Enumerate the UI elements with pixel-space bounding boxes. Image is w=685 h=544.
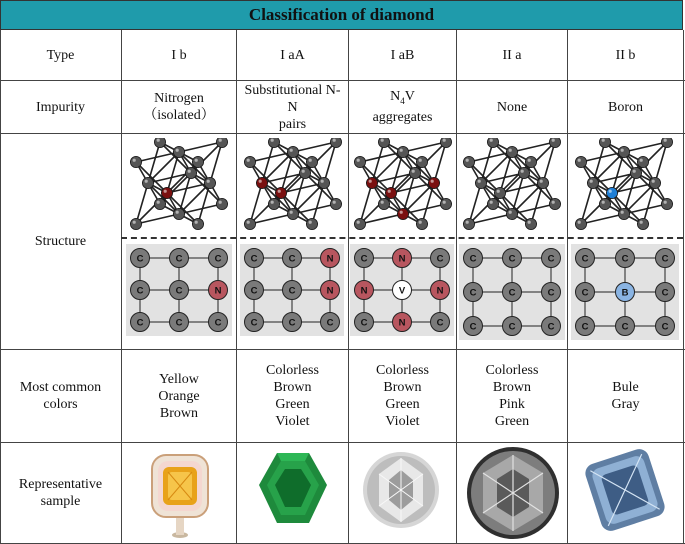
lattice-atom [173,208,184,219]
colors-iib [568,350,683,442]
impurity-iab-n: N [390,88,401,104]
atom-label: N [326,253,334,265]
lattice-atom [606,187,617,198]
color-item: Brown [159,405,199,421]
atom-label: N [398,317,406,329]
lattice-atom [549,138,560,148]
lattice-atom [161,187,172,198]
lattice-atom [216,198,227,209]
atom-label: C [436,317,444,329]
grid-ib [126,244,232,336]
atom-label: C [661,287,669,299]
impurity-iia: None [496,99,528,115]
lattice-atom [192,218,203,229]
impurity-ib-line2: （isolated） [143,108,215,123]
lattice-atom [287,146,298,157]
color-item: Colorless [376,363,429,378]
grid-line [683,30,684,544]
impurity-iaa [237,81,348,133]
lattice-atom [330,138,341,148]
atom-label: V [398,285,406,297]
lattice-atom [487,138,498,148]
color-item: Green [275,397,310,412]
atom-label: C [581,287,589,299]
atom-label: C [547,321,555,333]
impurity-ib-line1: Nitrogen [154,91,204,106]
lattice-atom [130,156,141,167]
colors-iia [457,350,567,442]
atom-label: N [214,285,222,297]
lattice-atom [637,156,648,167]
lattice-iia [461,138,563,234]
atom-label: C [175,317,183,329]
structure-divider [121,237,683,239]
lattice-atom [256,177,267,188]
lattice-atom [575,156,586,167]
sample-green-hexagonal-diamond [257,451,329,525]
atom-label: C [175,285,183,297]
lattice-atom [142,177,153,188]
lattice-atom [378,138,389,148]
lattice-atom [630,167,641,178]
lattice-atom [192,156,203,167]
atom-label: C [661,253,669,265]
atom-label: C [469,253,477,265]
type-iab: I aB [390,48,415,63]
lattice-atom [549,198,560,209]
lattice-atom [537,177,548,188]
lattice-atom [661,138,672,148]
grid-iib [571,244,679,340]
lattice-atom [185,167,196,178]
atom-label: C [469,321,477,333]
atom-label: C [214,253,222,265]
lattice-atom [525,156,536,167]
lattice-atom [173,146,184,157]
atom-label: C [136,317,144,329]
colors-iaa [237,350,348,442]
grid-iab [350,244,454,336]
color-item: Brown [383,380,422,395]
atom-label: C [436,253,444,265]
lattice-atom [397,146,408,157]
lattice-atom [494,187,505,198]
lattice-atom [354,218,365,229]
lattice-iib [573,138,675,234]
atom-label: C [326,317,334,329]
atom-label: C [547,287,555,299]
lattice-atom [440,138,451,148]
impurity-iab [349,81,456,133]
lattice-atom [154,198,165,209]
atom-label: C [360,253,368,265]
sample-blue-radiant-diamond [582,447,668,533]
lattice-atom [318,177,329,188]
color-item: Violet [275,414,310,429]
color-item: Violet [385,414,420,429]
atom-label: C [288,285,296,297]
lattice-atom [416,218,427,229]
sample-clear-round-diamond [465,445,561,541]
lattice-atom [275,187,286,198]
impurity-ib [122,81,236,133]
atom-label: C [250,253,258,265]
atom-label: C [621,321,629,333]
row-label-sample: Representative sample [18,477,103,509]
lattice-atom [525,218,536,229]
type-iia: II a [502,48,522,63]
lattice-atom [354,156,365,167]
lattice-ib [128,138,230,234]
lattice-atom [154,138,165,148]
lattice-iab [352,138,454,234]
impurity-iab-v: V [404,88,415,104]
row-label-structure: Structure [34,234,87,249]
atom-label: C [288,317,296,329]
lattice-atom [216,138,227,148]
lattice-atom [397,208,408,219]
lattice-atom [518,167,529,178]
colors-iab [349,350,456,442]
lattice-iaa [242,138,344,234]
lattice-atom [416,156,427,167]
color-item: Orange [158,388,200,404]
color-item: Brown [273,380,312,395]
atom-label: C [250,285,258,297]
atom-label: C [288,253,296,265]
lattice-atom [463,218,474,229]
lattice-atom [637,218,648,229]
atom-label: C [581,321,589,333]
lattice-atom [649,177,660,188]
atom-label: C [136,285,144,297]
atom-label: C [581,253,589,265]
lattice-atom [244,218,255,229]
impurity-iaa-line1: Substitutional N-N [244,82,341,115]
lattice-atom [287,208,298,219]
atom-label: N [360,285,368,297]
color-item: Yellow [159,371,199,387]
sample-colorless-round-diamond [361,450,441,530]
atom-label: C [621,253,629,265]
lattice-atom [409,167,420,178]
atom-label: C [508,287,516,299]
atom-label: C [136,253,144,265]
atom-label: C [250,317,258,329]
lattice-atom [599,138,610,148]
atom-label: C [175,253,183,265]
lattice-atom [618,208,629,219]
impurity-iab-line1 [390,88,415,110]
color-item: Gray [611,397,640,412]
lattice-atom [204,177,215,188]
impurity-iaa-line2: pairs [278,116,307,132]
lattice-atom [366,177,377,188]
color-item: Green [385,397,420,412]
color-item: Brown [492,380,532,395]
lattice-atom [463,156,474,167]
row-label-colors: Most common colors [19,380,102,412]
atom-label: N [398,253,406,265]
lattice-atom [378,198,389,209]
lattice-atom [599,198,610,209]
impurity-iab-sub: 4 [400,95,405,106]
lattice-atom [330,198,341,209]
lattice-atom [428,177,439,188]
lattice-atom [306,156,317,167]
lattice-atom [487,198,498,209]
type-iaa: I aA [280,48,305,63]
atom-label: C [508,321,516,333]
lattice-atom [244,156,255,167]
atom-label: B [621,287,629,299]
lattice-atom [385,187,396,198]
color-item: Colorless [485,363,539,378]
sample-yellow-diamond-ring [146,449,214,539]
lattice-atom [299,167,310,178]
lattice-atom [587,177,598,188]
atom-label: N [326,285,334,297]
grid-iia [459,244,565,340]
lattice-atom [268,138,279,148]
impurity-iab-line2: aggregates [372,110,433,126]
atom-label: N [436,285,444,297]
lattice-atom [618,146,629,157]
color-item: Bule [612,380,639,395]
impurity-iib: Boron [608,99,643,115]
atom-label: C [214,317,222,329]
type-iib: II b [615,48,636,63]
lattice-atom [506,208,517,219]
colors-ib [122,350,236,442]
grid-iaa [240,244,344,336]
lattice-atom [475,177,486,188]
type-ib: I b [171,48,187,63]
lattice-atom [268,198,279,209]
color-item: Colorless [266,363,319,378]
lattice-atom [506,146,517,157]
table-title: Classification of diamond [0,0,683,30]
atom-label: C [469,287,477,299]
row-label-type: Type [46,48,75,63]
lattice-atom [130,218,141,229]
color-item: Pink [499,397,525,412]
lattice-atom [306,218,317,229]
atom-label: C [661,321,669,333]
row-label-impurity: Impurity [36,99,85,115]
color-item: Green [494,414,530,429]
atom-label: C [508,253,516,265]
lattice-atom [440,198,451,209]
lattice-atom [575,218,586,229]
lattice-atom [661,198,672,209]
atom-label: C [360,317,368,329]
atom-label: C [547,253,555,265]
